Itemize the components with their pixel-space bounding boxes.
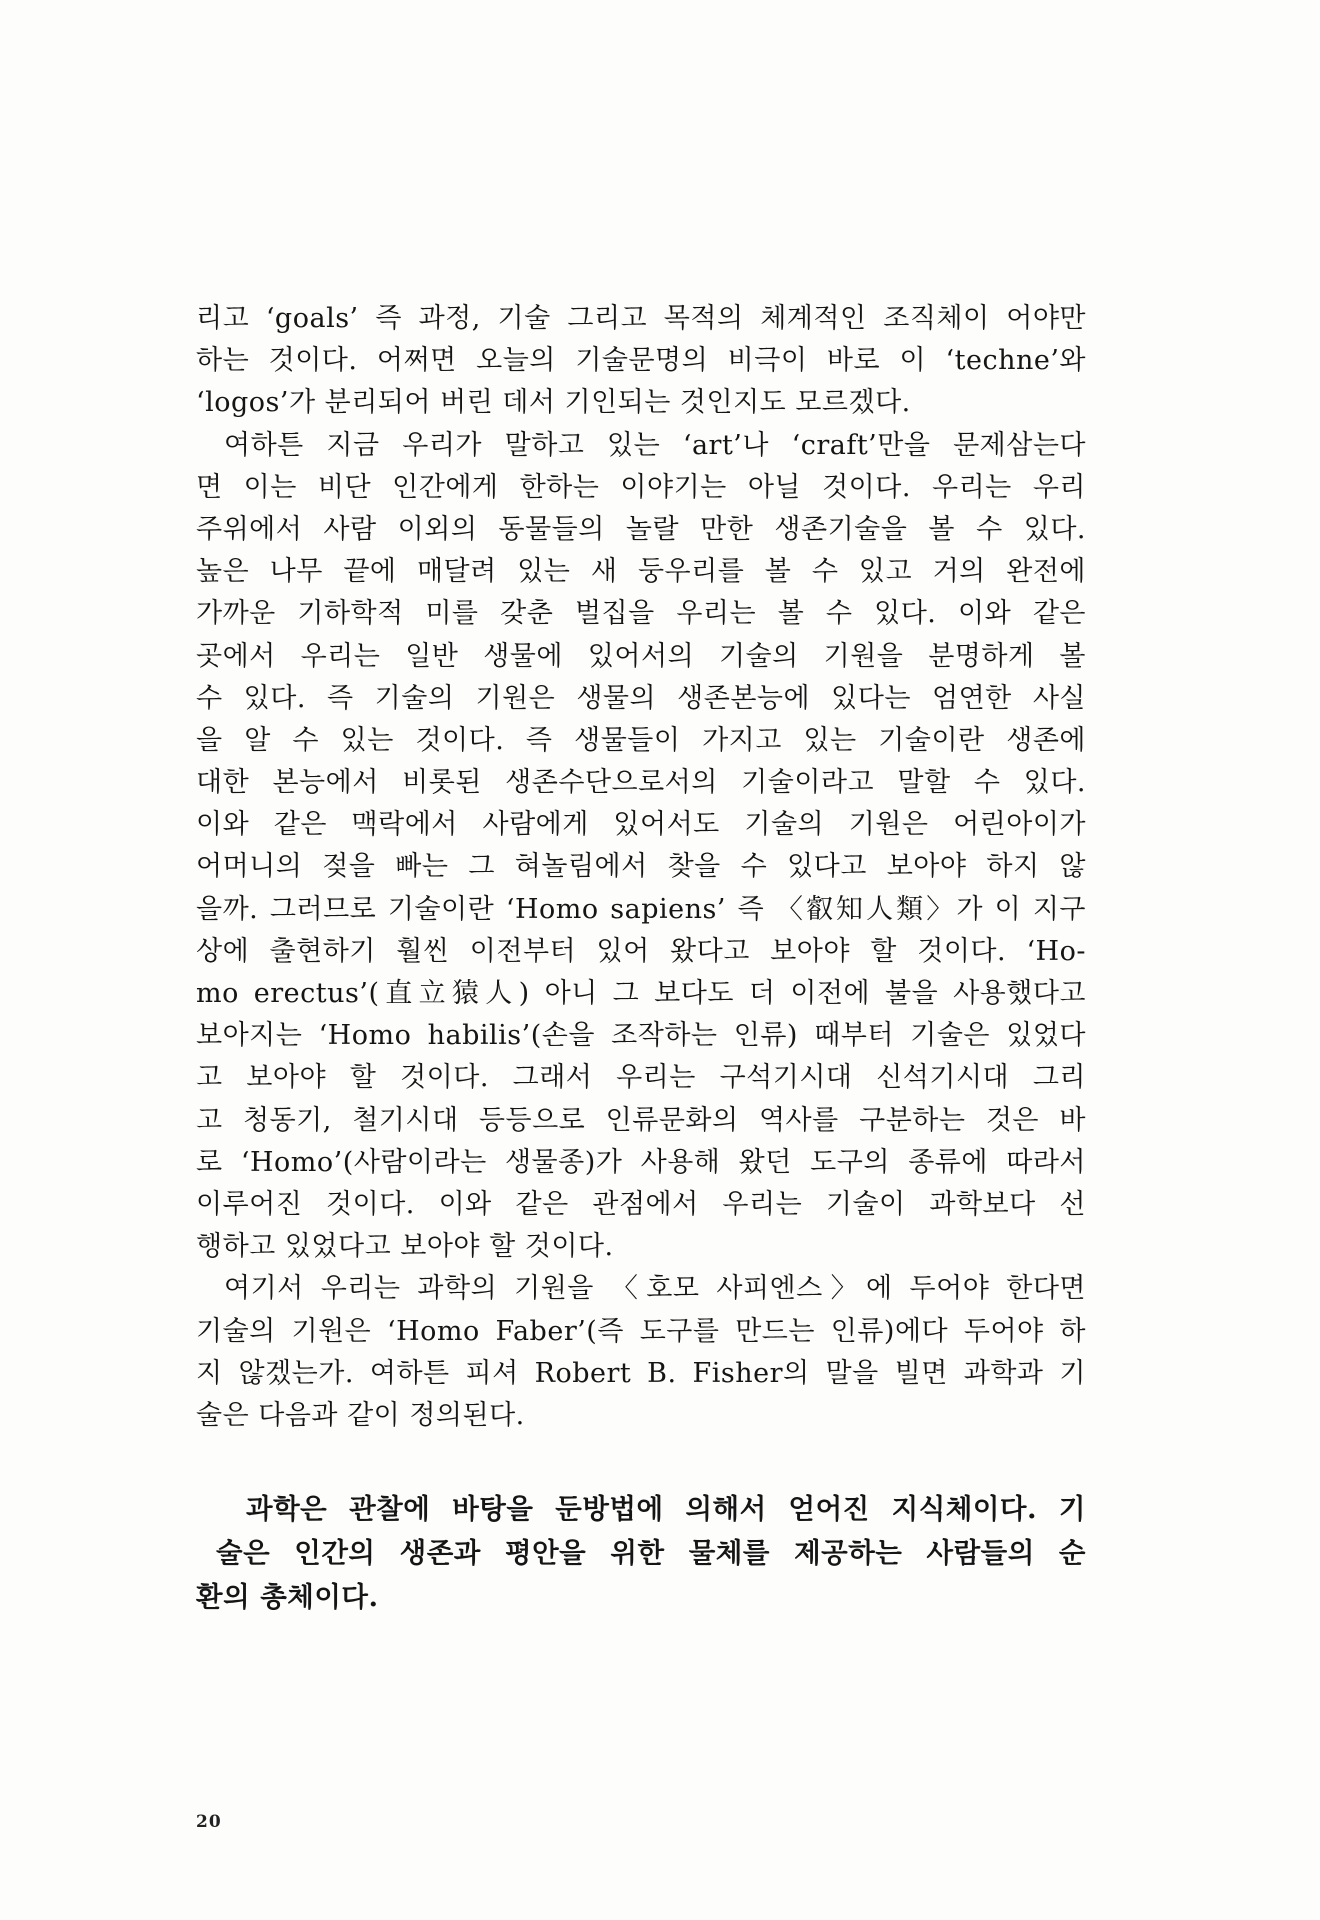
quote-line: 과학은 관찰에 바탕을 둔방법에 의해서 얻어진 지식체이다. 기 — [246, 1493, 1086, 1525]
text-line: 이와 같은 맥락에서 사람에게 있어서도 기술의 기원은 어린아이가 — [196, 809, 1086, 841]
text-line: ‘logos’가 분리되어 버린 데서 기인되는 것인지도 모르겠다. — [196, 387, 911, 419]
text-line: 을까. 그러므로 기술이란 ‘Homo sapiens’ 즉 〈叡知人類〉가 이 지구 — [196, 893, 1086, 925]
text-line: 곳에서 우리는 일반 생물에 있어서의 기술의 기원을 분명하게 볼 — [196, 640, 1086, 672]
text-line: 리고 ‘goals’ 즉 과정, 기술 그리고 목적의 체계적인 조직체이 어야만 — [196, 303, 1086, 334]
text-line: 을 알 수 있는 것이다. 즉 생물들이 가지고 있는 기술이란 생존에 — [196, 724, 1086, 756]
text-line: 대한 본능에서 비롯된 생존수단으로서의 기술이라고 말할 수 있다. — [196, 767, 1086, 799]
page-number: 20 — [196, 1812, 222, 1832]
text-line: 높은 나무 끝에 매달려 있는 새 둥우리를 볼 수 있고 거의 완전에 — [196, 556, 1086, 588]
text-line: 상에 출현하기 훨씬 이전부터 있어 왔다고 보아야 할 것이다. ‘Ho- — [196, 935, 1086, 967]
body-text — [196, 298, 1086, 1437]
text-line: 여기서 우리는 과학의 기원을 〈호모 사피엔스〉에 두어야 한다면 — [224, 1273, 1086, 1305]
text-line: 하는 것이다. 어쩌면 오늘의 기술문명의 비극이 바로 이 ‘techne’와 — [196, 345, 1086, 377]
definition-quote — [196, 1487, 1086, 1619]
text-line: 지 않겠는가. 여하튼 피셔 Robert B. Fisher의 말을 빌면 과학과 기 — [196, 1357, 1086, 1389]
quote-line: 환의 총체이다. — [196, 1581, 379, 1613]
text-line: 고 보아야 할 것이다. 그래서 우리는 구석기시대 신석기시대 그리 — [196, 1062, 1086, 1094]
text-line: 여하튼 지금 우리가 말하고 있는 ‘art’나 ‘craft’만을 문제삼는다 — [224, 429, 1086, 461]
text-line: 어머니의 젖을 빠는 그 혀놀림에서 찾을 수 있다고 보아야 하지 않 — [196, 851, 1086, 883]
text-line: 가까운 기하학적 미를 갖춘 벌집을 우리는 볼 수 있다. 이와 같은 — [196, 598, 1086, 630]
text-line: mo erectus’(直立猿人) 아니 그 보다도 더 이전에 불을 사용했다고 — [196, 978, 1086, 1009]
text-line: 행하고 있었다고 보아야 할 것이다. — [196, 1231, 614, 1263]
text-line: 면 이는 비단 인간에게 한하는 이야기는 아닐 것이다. 우리는 우리 — [196, 471, 1086, 503]
text-line: 보아지는 ‘Homo habilis’(손을 조작하는 인류) 때부터 기술은 있었다 — [196, 1020, 1086, 1052]
text-line: 기술의 기원은 ‘Homo Faber’(즉 도구를 만드는 인류)에다 두어야 하 — [196, 1315, 1086, 1347]
text-line: 술은 다음과 같이 정의된다. — [196, 1399, 525, 1431]
text-line: 고 청동기, 철기시대 등등으로 인류문화의 역사를 구분하는 것은 바 — [196, 1104, 1086, 1136]
text-line: 주위에서 사람 이외의 동물들의 놀랄 만한 생존기술을 볼 수 있다. — [196, 513, 1086, 545]
text-line: 수 있다. 즉 기술의 기원은 생물의 생존본능에 있다는 엄연한 사실 — [196, 682, 1086, 714]
quote-line: 술은 인간의 생존과 평안을 위한 물체를 제공하는 사람들의 순 — [216, 1537, 1086, 1569]
text-line: 로 ‘Homo’(사람이라는 생물종)가 사용해 왔던 도구의 종류에 따라서 — [196, 1146, 1086, 1178]
text-line: 이루어진 것이다. 이와 같은 관점에서 우리는 기술이 과학보다 선 — [196, 1188, 1086, 1220]
